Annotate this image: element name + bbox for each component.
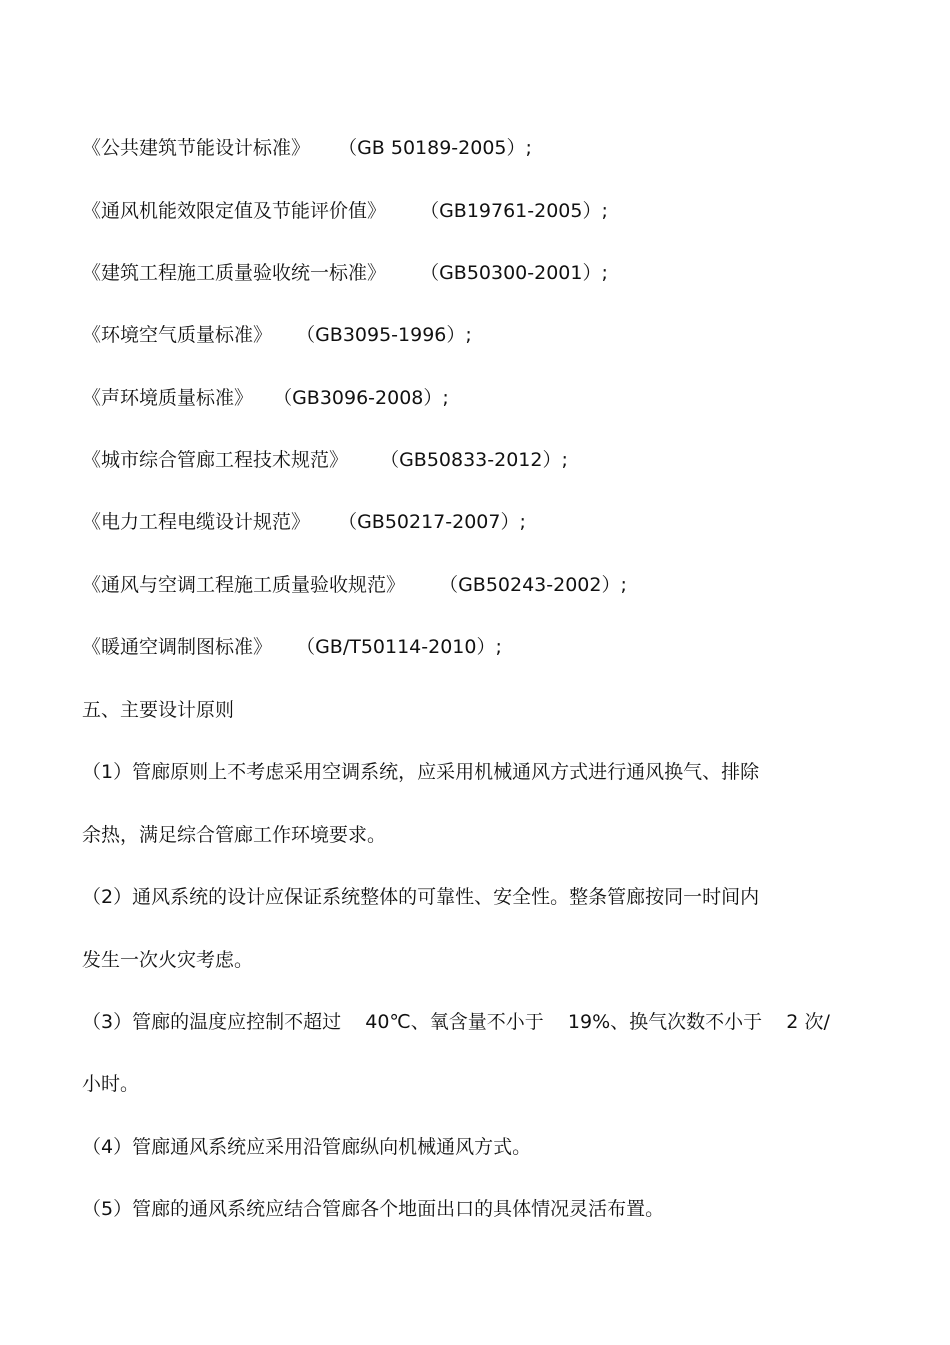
principle-line: （2）通风系统的设计应保证系统整体的可靠性、安全性。整条管廊按同一时间内 xyxy=(82,886,760,908)
principle-line: 发生一次火灾考虑。 xyxy=(82,949,254,971)
principle-line: （3）管廊的温度应控制不超过 40℃、氧含量不小于 19%、换气次数不小于 2 次/ xyxy=(82,1011,830,1033)
standard-code: （GB19761-2005）; xyxy=(420,200,608,222)
standard-name: 《城市综合管廊工程技术规范》 xyxy=(82,449,349,471)
standard-code: （GB50300-2001）; xyxy=(420,262,608,284)
standard-name: 《通风与空调工程施工质量验收规范》 xyxy=(82,574,406,596)
standard-name: 《电力工程电缆设计规范》 xyxy=(82,511,311,533)
standard-name: 《环境空气质量标准》 xyxy=(82,324,273,346)
standard-code: （GB50833-2012）; xyxy=(380,449,568,471)
standard-name: 《暖通空调制图标准》 xyxy=(82,636,273,658)
standard-item xyxy=(82,199,608,223)
standard-item xyxy=(82,510,526,534)
principle-line: （4）管廊通风系统应采用沿管廊纵向机械通风方式。 xyxy=(82,1136,532,1158)
standard-code: （GB50217-2007）; xyxy=(338,511,526,533)
standard-name: 《通风机能效限定值及节能评价值》 xyxy=(82,200,387,222)
principle-line: （5）管廊的通风系统应结合管廊各个地面出口的具体情况灵活布置。 xyxy=(82,1198,665,1220)
standard-item xyxy=(82,261,608,285)
standard-code: （GB3096-2008）; xyxy=(273,387,449,409)
standard-item xyxy=(82,573,627,597)
standard-item xyxy=(82,386,449,410)
principle-line: （1）管廊原则上不考虑采用空调系统，应采用机械通风方式进行通风换气、排除 xyxy=(82,761,760,783)
standard-item xyxy=(82,635,502,659)
standard-name: 《建筑工程施工质量验收统一标准》 xyxy=(82,262,387,284)
standard-item xyxy=(82,448,568,472)
standard-name: 《公共建筑节能设计标准》 xyxy=(82,137,311,159)
standard-code: （GB/T50114-2010）; xyxy=(296,636,502,658)
standard-code: （GB3095-1996）; xyxy=(296,324,472,346)
standard-code: （GB50243-2002）; xyxy=(439,574,627,596)
principle-line: 小时。 xyxy=(82,1073,140,1095)
standard-item xyxy=(82,136,532,160)
standard-code: （GB 50189-2005）; xyxy=(338,137,532,159)
standard-name: 《声环境质量标准》 xyxy=(82,387,254,409)
standard-item xyxy=(82,323,472,347)
section-title: 五、主要设计原则 xyxy=(82,699,235,721)
principle-line: 余热，满足综合管廊工作环境要求。 xyxy=(82,824,387,846)
